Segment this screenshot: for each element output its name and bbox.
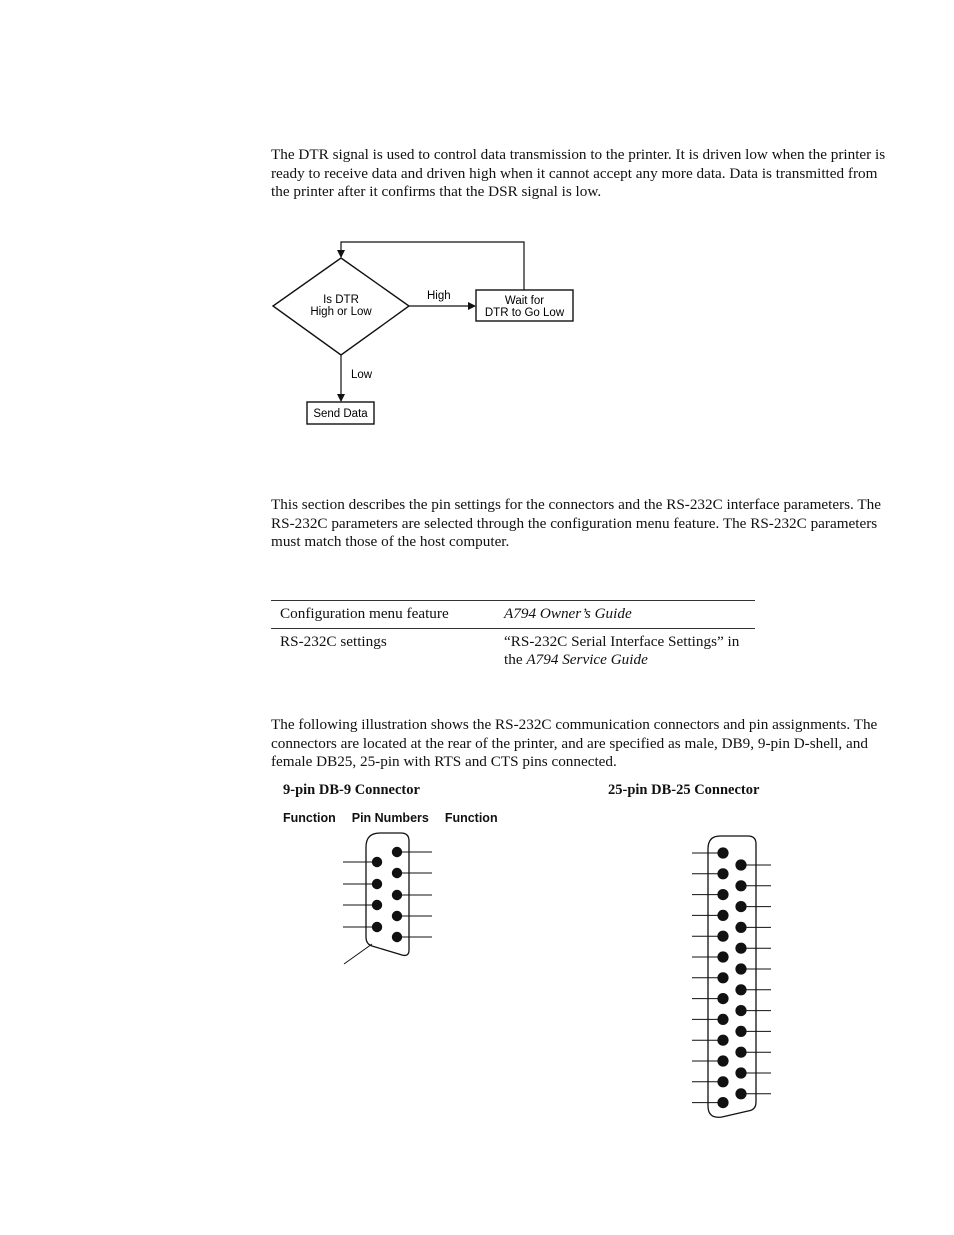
db25-pin [717,1097,728,1108]
wait-label-line1: Wait for [504,295,545,307]
column-header-pin-numbers: Pin Numbers [351,811,429,825]
dtr-paragraph-text: The DTR signal is used to control data transmission to the printer. It is driven low when the printer is ready to receive data and driven high when it cannot accept any more data. Data is transmitted from the printer after it confirms that the DSR signal is low. [271,146,886,201]
db9-pin [372,857,382,867]
db9-connector-diagram [343,833,432,964]
db9-pin [372,922,382,932]
db25-pin [717,910,728,921]
high-label: High [427,290,451,302]
db9-pin [372,900,382,910]
db25-pin [717,868,728,879]
db9-heading: 9-pin DB-9 Connector [283,782,420,798]
db25-pin [717,972,728,983]
db9-pin [392,847,402,857]
db9-pin [372,879,382,889]
send-data-label: Send Data [313,408,368,420]
db25-pin [735,1088,746,1099]
decision-label-line1: Is DTR [323,294,359,306]
db25-pin [735,901,746,912]
db25-pin [735,880,746,891]
db25-pin [717,993,728,1004]
db25-pin [717,931,728,942]
section-paragraph-text: This section describes the pin settings for the connectors and the RS-232C interface parameters. The RS-232C parameters are selected through the configuration menu feature. The RS-232C parameters must match those of the host computer. [271,496,881,551]
db25-pin [717,1055,728,1066]
db25-connector-diagram [692,836,771,1117]
db9-pin [392,868,402,878]
reference-prefix: “RS-232C Serial Interface Settings” in the [504,632,740,669]
db25-pin [735,943,746,954]
db25-pin [717,951,728,962]
db25-pin [717,1035,728,1046]
db25-pin [735,859,746,870]
reference-guide-title: A794 Owner’s Guide [504,605,632,622]
db25-pin [717,1076,728,1087]
db25-pin [717,847,728,858]
db25-pin [735,1047,746,1058]
db25-pin [735,963,746,974]
decision-label-line2: High or Low [310,306,372,318]
db25-pin [735,1005,746,1016]
db9-ground-lead [344,944,372,964]
db9-pin [392,911,402,921]
table-cell-topic: Configuration menu feature [280,605,449,622]
column-header-function-right: Function [444,811,498,825]
db25-pin [717,1014,728,1025]
db25-pin [735,984,746,995]
db25-pin [735,922,746,933]
db9-pin [392,890,402,900]
wait-label-line2: DTR to Go Low [484,307,565,319]
db25-heading: 25-pin DB-25 Connector [608,782,760,798]
reference-guide-title: A794 Service Guide [526,651,648,669]
db25-shell [708,836,756,1117]
db25-pin [717,889,728,900]
db25-pin [735,1026,746,1037]
db25-pin [735,1067,746,1078]
table-cell-topic: RS-232C settings [280,632,387,650]
db9-pin [392,932,402,942]
illustration-paragraph-text: The following illustration shows the RS-232C communication connectors and pin assignments. The connectors are located at the rear of the printer, and are specified as male, DB9, 9-pin D-shell, and female DB25, 25-pin with RTS and CTS pins connected. [271,716,878,771]
column-header-function-left: Function [283,811,336,825]
low-label: Low [351,369,373,381]
